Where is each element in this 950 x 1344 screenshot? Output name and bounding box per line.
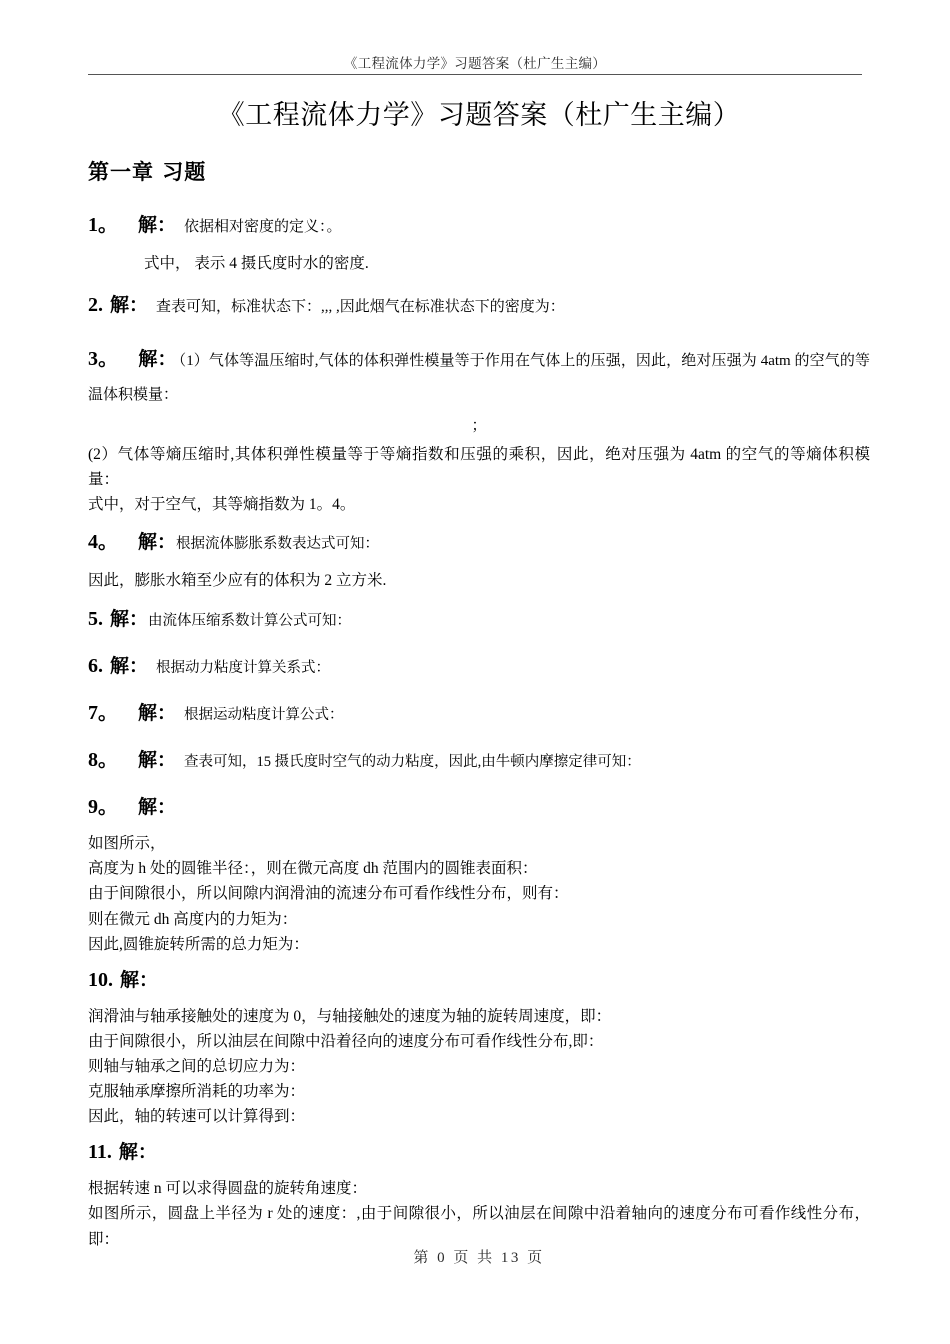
solution-line: 高度为 h 处的圆锥半径：，则在微元高度 dh 范围内的圆锥表面积： — [88, 860, 538, 878]
solution-lines — [88, 1004, 870, 1130]
problem-heading — [88, 967, 870, 994]
solution-lines — [88, 566, 870, 596]
solution-label: 解： — [138, 750, 177, 772]
problem-number: 11. — [88, 1141, 112, 1164]
problem-heading — [88, 292, 870, 319]
solution-line: 如图所示，圆盘上半径为 r 处的速度：,由于间隙很小，所以油层在间隙中沿着轴向的速度分布可看作线性分布，即： — [88, 1205, 870, 1248]
solution-line: 因此,圆锥旋转所需的总力矩为： — [88, 935, 309, 953]
solution-lines — [88, 831, 870, 957]
problem-block — [88, 292, 870, 319]
solution-label: 解： — [138, 215, 177, 237]
problem-number: 10. — [88, 968, 113, 991]
problem-heading — [88, 794, 870, 821]
solution-label: 解： — [110, 294, 149, 316]
solution-label: 解： — [138, 348, 177, 370]
problem-block — [88, 1139, 870, 1251]
solution-line: 式中， 表示 4 摄氏度时水的密度. — [144, 255, 369, 273]
problem-block — [88, 794, 870, 957]
solution-line: 式中，对于空气，其等熵指数为 1。4。 — [88, 495, 356, 513]
problem-heading — [88, 700, 870, 727]
page-number-text: 第 0 页 共 13 页 — [413, 1250, 545, 1266]
solution-inline-text: 根据动力粘度计算关系式： — [156, 660, 331, 677]
solution-label: 解： — [138, 703, 177, 725]
solution-line: (2）气体等熵压缩时,其体积弹性模量等于等熵指数和压强的乘积，因此，绝对压强为 4atm 的空气的等熵体积模量： — [88, 445, 870, 488]
solution-label: 解： — [138, 797, 177, 819]
chapter-heading: 第一章 习题 — [88, 160, 207, 185]
solution-line: 因此，轴的转速可以计算得到： — [88, 1108, 306, 1126]
problem-heading — [88, 212, 870, 239]
page-footer — [88, 1246, 870, 1267]
solution-line: 克服轴承摩擦所消耗的功率为： — [88, 1083, 306, 1101]
solution-inline-text: （1）气体等温压缩时,气体的体积弹性模量等于作用在气体上的压强，因此，绝对压强为 4atm 的空气的等温体积模量： — [88, 352, 870, 403]
solution-line: 润滑油与轴承接触处的速度为 0，与轴接触处的速度为轴的旋转周速度，即： — [88, 1007, 612, 1025]
page-header — [88, 56, 862, 75]
solution-inline-text: 根据运动粘度计算公式： — [184, 707, 344, 724]
solution-line: 根据转速 n 可以求得圆盘的旋转角速度： — [88, 1180, 368, 1198]
problem-heading — [88, 339, 870, 410]
problem-heading — [88, 653, 870, 680]
problem-block — [88, 653, 870, 680]
problem-heading — [88, 1139, 870, 1166]
problem-number: 1。 — [88, 214, 118, 237]
problem-heading — [88, 606, 870, 633]
problem-block — [88, 212, 870, 279]
document-title: 《工程流体力学》习题答案（杜广生主编） — [217, 100, 741, 131]
problem-number: 7。 — [88, 702, 118, 725]
solution-line: 因此，膨胀水箱至少应有的体积为 2 立方米. — [88, 571, 387, 589]
solution-line: 由于间隙很小，所以油层在间隙中沿着径向的速度分布可看作线性分布,即： — [88, 1032, 604, 1050]
solution-inline-text: 根据流体膨胀系数表达式可知： — [176, 535, 380, 552]
solution-inline-text: 由流体压缩系数计算公式可知： — [148, 613, 352, 630]
solution-line: 由于间隙很小，所以间隙内润滑油的流速分布可看作线性分布，则有： — [88, 885, 569, 903]
problem-block — [88, 606, 870, 633]
problem-heading — [88, 747, 870, 774]
solution-line: 则轴与轴承之间的总切应力为： — [88, 1057, 306, 1075]
solution-label: 解： — [138, 531, 177, 553]
solution-label: 解： — [110, 656, 149, 678]
problem-number: 5. — [88, 608, 103, 631]
solution-line: 如图所示， — [88, 835, 166, 853]
problem-number: 9。 — [88, 796, 118, 819]
problem-number: 4。 — [88, 530, 118, 553]
solution-inline-text: 依据相对密度的定义：。 — [184, 219, 342, 236]
problem-block — [88, 967, 870, 1130]
problem-number: 3。 — [88, 347, 119, 370]
problem-block — [88, 339, 870, 517]
solution-label: 解： — [118, 1142, 157, 1164]
solution-label: 解： — [110, 609, 149, 631]
problem-number: 6. — [88, 655, 103, 678]
formula-separator: ； — [471, 417, 487, 434]
solution-label: 解： — [120, 969, 159, 991]
problem-number: 8。 — [88, 749, 118, 772]
header-rule — [88, 74, 862, 75]
solution-inline-text: 查表可知，15 摄氏度时空气的动力粘度，因此,由牛顿内摩擦定律可知： — [184, 754, 641, 771]
problem-block — [88, 747, 870, 774]
problem-heading — [88, 529, 870, 556]
problem-block — [88, 700, 870, 727]
problem-block — [88, 529, 870, 596]
solution-lines — [88, 249, 870, 279]
solution-lines — [88, 1176, 870, 1251]
solution-inline-text: 查表可知，标准状态下：,,, ,因此烟气在标准状态下的密度为： — [156, 298, 565, 315]
running-head-text: 《工程流体力学》习题答案（杜广生主编） — [343, 56, 607, 71]
document-body — [88, 92, 870, 1252]
problem-number: 2. — [88, 293, 103, 316]
solution-line: 则在微元 dh 高度内的力矩为： — [88, 910, 298, 928]
